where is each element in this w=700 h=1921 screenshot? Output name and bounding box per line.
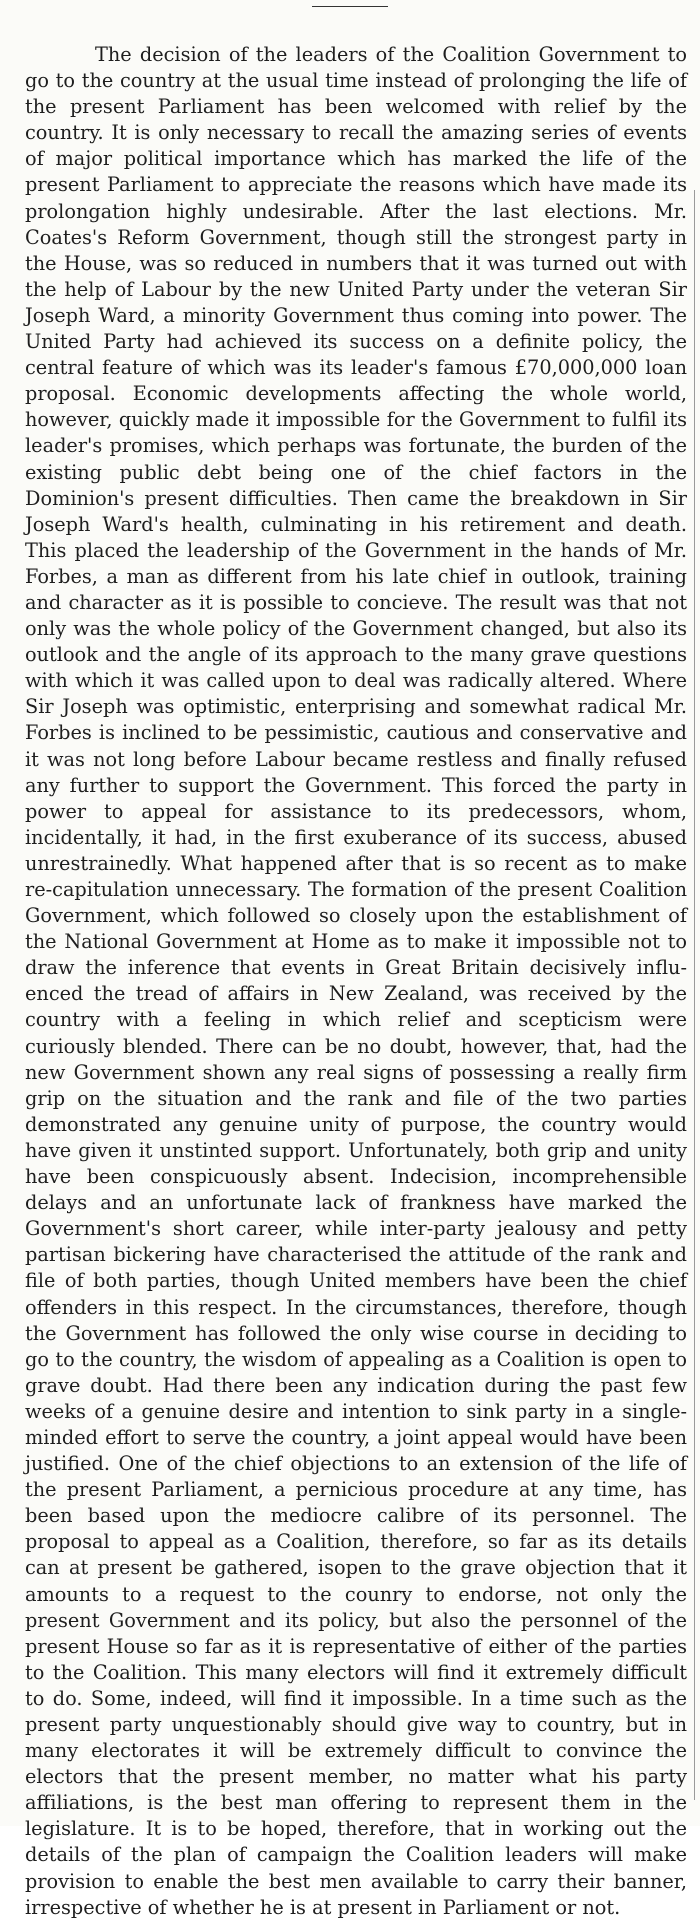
- article-body: The decision of the leaders of the Coalition Government to go to the country at the usual time instead of prolonging the life of the present Parliament has been welcomed with relief by the country. It is only necessary to recall the amazing series of events of major political importance which has marked the life of the present Parliament to appreciate the reasons which have made its prolongation highly undesirable. After the last elections. Mr. Coates's Reform Government, though still the strongest party in the House, was so reduced in numbers that it was turned out with the help of Labour by the new United Party under the veteran Sir Joseph Ward, a minority Government thus coming into power. The United Party had achieved its success on a definite policy, the central feature of which was its leader's famous £70,000,000 loan proposal. Economic developments affecting the whole world, however, quickly made it impossible for the Government to fulfil its leader's promises, which perhaps was fortunate, the burden of the existing public debt being one of the chief factors in the Dominion's present difficulties. Then came the breakdown in Sir Joseph Ward's health, culminating in his retirement and death. This placed the leadership of the Government in the hands of Mr. Forbes, a man as different from his late chief in outlook, training and character as it is possible to concieve. The result was that not only was the whole policy of the Government changed, but also its outlook and the angle of its approach to the many grave questions with which it was called upon to deal was radically altered. Where Sir Joseph was optimistic, enterprising and somewhat radical Mr. Forbes is inclined to be pessimistic, cautious and conservative and it was not long before Labour became restless and finally refused any further to support the Government. This forced the party in power to appeal for assistance to its predecessors, whom, incidentally, it had, in the first exuberance of its success, abused unrestrainedly. What happened after that is so recent as to make re-capitulation unnecessary. The formation of the present Coalition Government, which followed so closely upon the establishment of the National Government at Home as to make it impossible not to draw the inference that events in Great Britain decisively influenced the tread of affairs in New Zealand, was received by the country with a feeling in which relief and scepticism were curiously blended. There can be no doubt, however, that, had the new Government shown any real signs of possessing a really firm grip on the situation and the rank and file of the two parties demonstrated any genuine unity of purpose, the country would have given it unstinted support. Unfortunately, both grip and unity have been conspicuously absent. Indecision, incomprehensible delays and an unfortunate lack of frankness have marked the Government's short career, while inter-party jealousy and petty partisan bickering have characterised the attitude of the rank and file of both parties, though United members have been the chief offenders in this respect. In the circumstances, therefore, though the Government has followed the only wise course in deciding to go to the country, the wisdom of appealing as a Coalition is open to grave doubt. Had there been any indication during the past few weeks of a genuine desire and intention to sink party in a single-minded effort to serve the country, a joint appeal would have been justified. One of the chief objections to an extension of the life of the present Parliament, a pernicious procedure at any time, has been based upon the mediocre calibre of its personnel. The proposal to appeal as a Coalition, therefore, so far as its details can at present be gathered, isopen to the grave objection that it amounts to a request to the counry to endorse, not only the present Government and its policy, but also the personnel of the present House so far as it is representative of either of the parties to the Coalition. This many electors will find it extremely difficult to do. Some, indeed, will find it impossible. In a time such as the present party unquestionably should give way to country, but in many electorates it will be extremely difficult to convince the electors that the present member, no matter what his party affiliations, is the best man offering to represent them in the legislature. It is to be hoped, therefore, that in working out the details of the plan of campaign the Coalition leaders will make provision to enable the best men available to carry their banner, irrespective of whether he is at present in Parliament or not.: [25, 43, 687, 1919]
- column-rule: [694, 190, 695, 1800]
- top-rule-divider: [312, 6, 388, 7]
- article-column: [25, 42, 687, 1921]
